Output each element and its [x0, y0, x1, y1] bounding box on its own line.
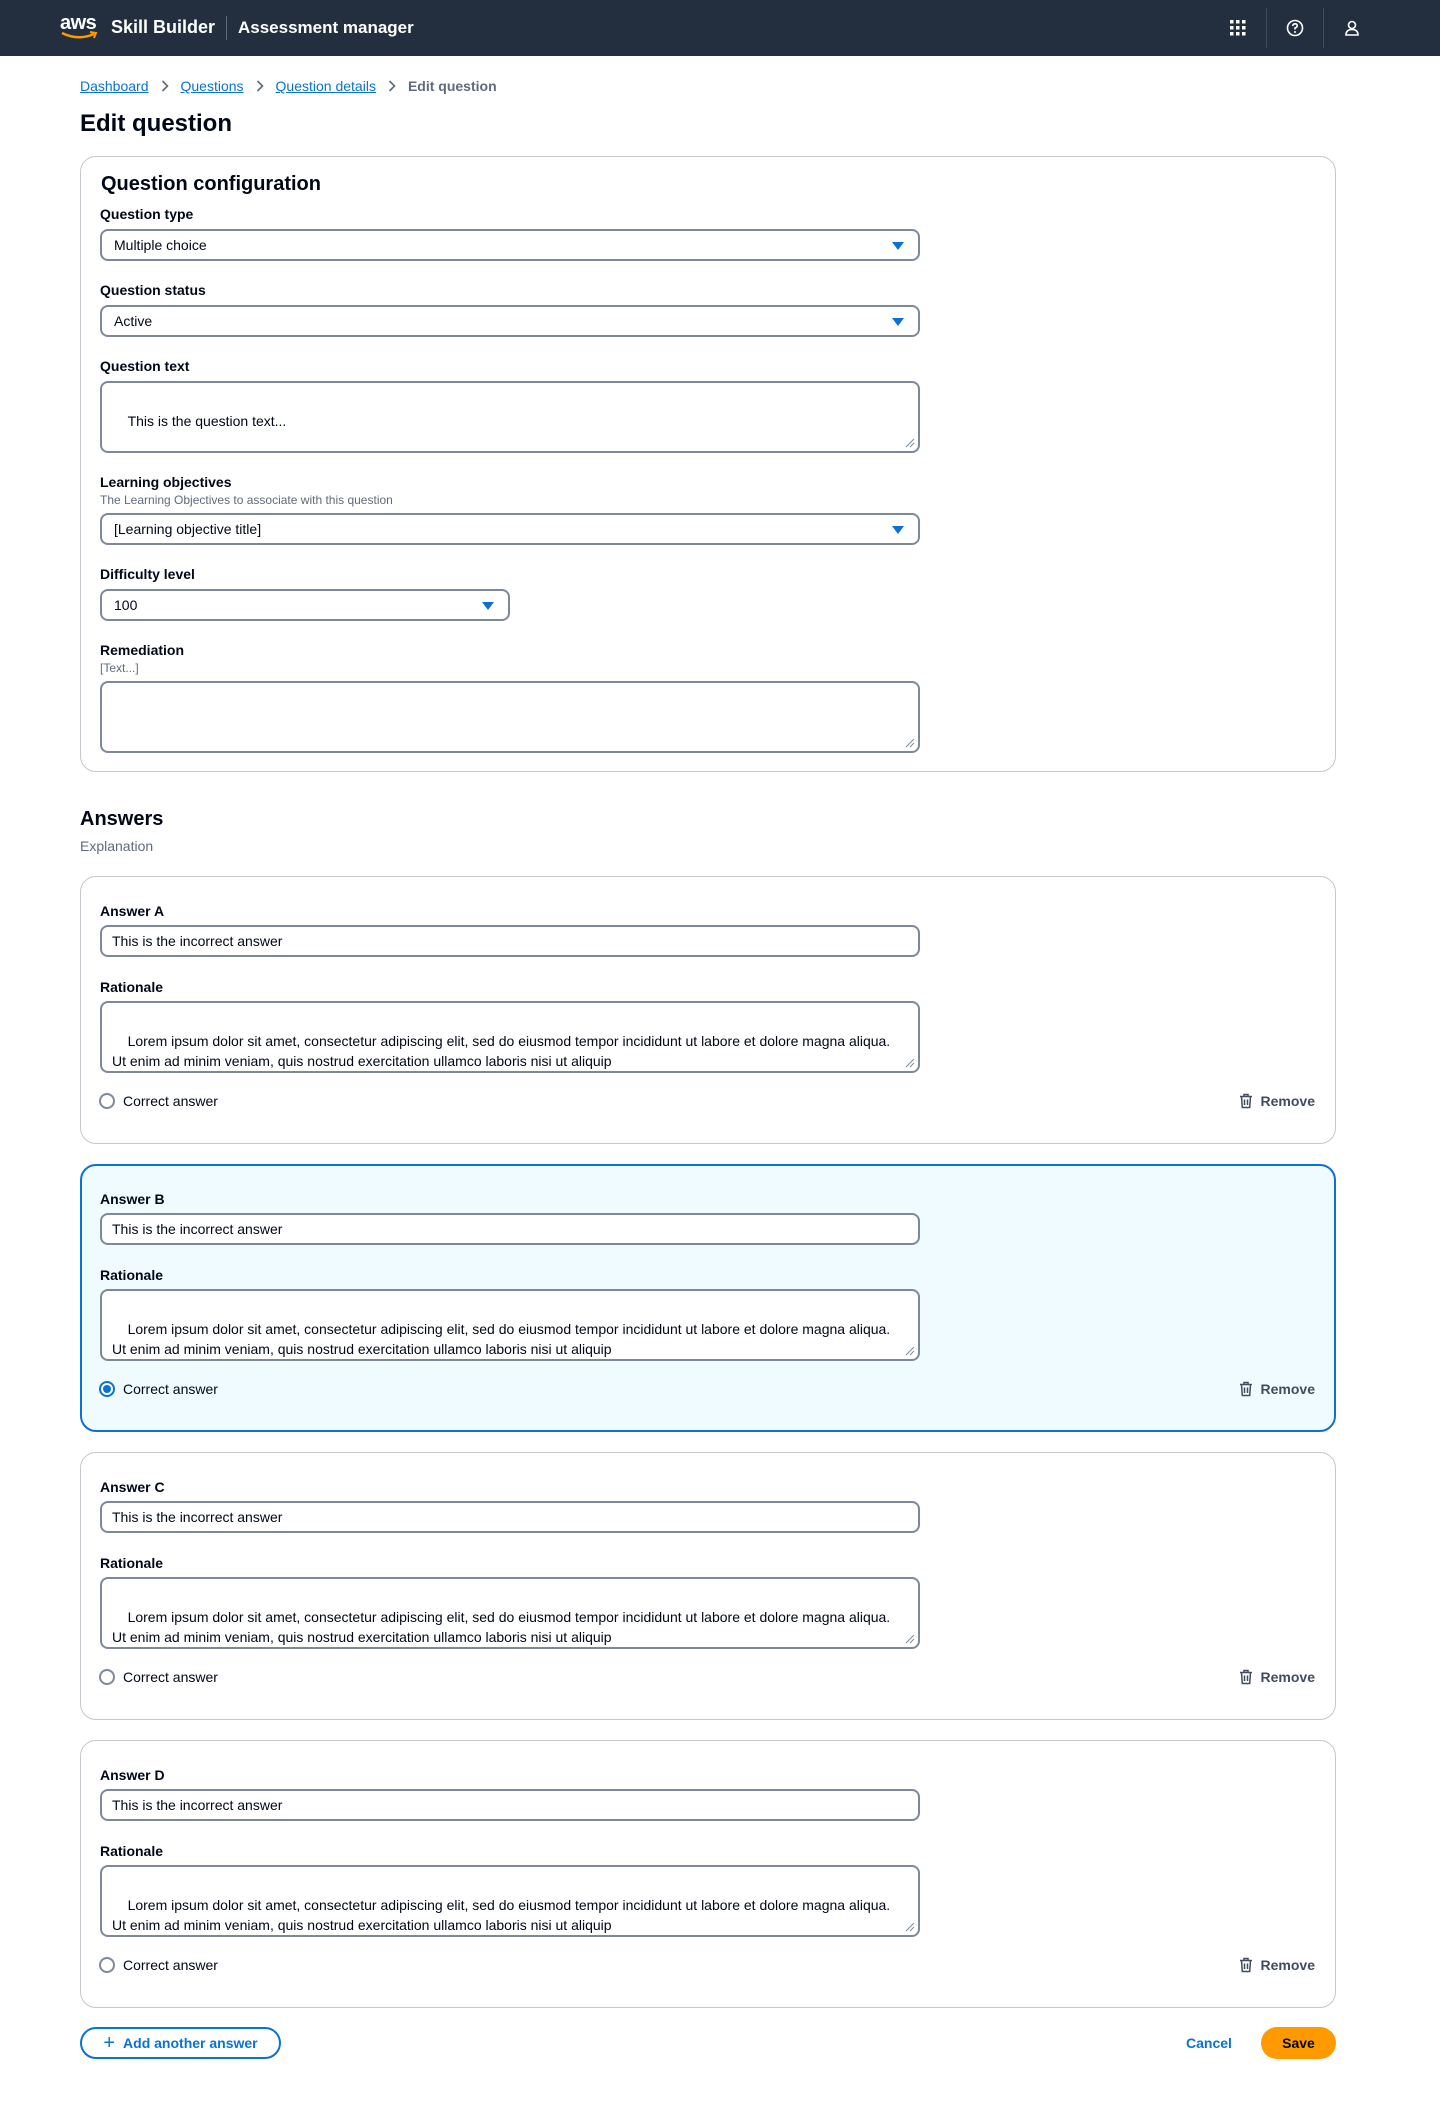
breadcrumb-current: Edit question — [407, 78, 497, 94]
answer-input[interactable] — [100, 1789, 920, 1821]
remove-label: Remove — [1260, 1381, 1315, 1397]
resize-handle-icon[interactable] — [905, 1634, 915, 1644]
answer-value: This is the incorrect answer — [112, 1797, 283, 1813]
remove-label: Remove — [1260, 1669, 1315, 1685]
breadcrumb-questions[interactable]: Questions — [180, 78, 244, 94]
save-button[interactable]: Save — [1261, 2027, 1336, 2059]
help-icon[interactable] — [1283, 16, 1307, 40]
resize-handle-icon[interactable] — [905, 738, 915, 748]
rationale-value: Lorem ipsum dolor sit amet, consectetur adipiscing elit, sed do eiusmod tempor incididunt ut labore et dolore magna aliqua. Ut enim ad minim veniam, quis nostrud exercitation ullamco laboris nisi ut aliquip — [112, 1897, 891, 1933]
remove-button[interactable] — [1239, 1093, 1315, 1109]
rationale-textarea[interactable] — [100, 1865, 920, 1937]
radio-button[interactable] — [99, 1669, 115, 1685]
rationale-value: Lorem ipsum dolor sit amet, consectetur adipiscing elit, sed do eiusmod tempor incididunt ut labore et dolore magna aliqua. Ut enim ad minim veniam, quis nostrud exercitation ullamco laboris nisi ut aliquip — [112, 1321, 891, 1357]
brand-name: Skill Builder — [111, 17, 216, 37]
answers-title: Answers — [80, 808, 164, 830]
trash-icon — [1239, 1381, 1253, 1397]
rationale-value: Lorem ipsum dolor sit amet, consectetur adipiscing elit, sed do eiusmod tempor incididunt ut labore et dolore magna aliqua. Ut enim ad minim veniam, quis nostrud exercitation ullamco laboris nisi ut aliquip — [112, 1033, 891, 1069]
correct-answer-radio[interactable] — [99, 1957, 218, 1973]
remove-button[interactable] — [1239, 1957, 1315, 1973]
nav-separator — [1323, 8, 1324, 48]
question-text-label: Question text — [100, 358, 190, 374]
answer-input[interactable] — [100, 1501, 920, 1533]
answer-label: Answer C — [100, 1479, 165, 1495]
cancel-button[interactable]: Cancel — [1186, 2035, 1232, 2051]
rationale-label: Rationale — [100, 1267, 164, 1283]
nav-separator — [1266, 8, 1267, 48]
answer-input[interactable] — [100, 1213, 920, 1245]
difficulty-level-value: 100 — [114, 597, 138, 613]
aws-smile-icon — [60, 31, 100, 41]
answer-card — [80, 1740, 1336, 2008]
difficulty-level-select[interactable] — [100, 589, 510, 621]
caret-down-icon — [482, 602, 494, 610]
answer-label: Answer A — [100, 903, 165, 919]
remediation-label: Remediation — [100, 642, 185, 658]
caret-down-icon — [892, 242, 904, 250]
question-type-value: Multiple choice — [114, 237, 207, 253]
apps-grid-icon[interactable] — [1226, 16, 1250, 40]
add-answer-label: Add another answer — [123, 2035, 258, 2051]
aws-logo-text: aws — [60, 12, 97, 34]
breadcrumb — [80, 78, 497, 94]
correct-answer-radio[interactable] — [99, 1669, 218, 1685]
remediation-textarea[interactable] — [100, 681, 920, 753]
trash-icon — [1239, 1093, 1253, 1109]
answer-card — [80, 1452, 1336, 1720]
breadcrumb-question-details[interactable]: Question details — [275, 78, 376, 94]
trash-icon — [1239, 1669, 1253, 1685]
resize-handle-icon[interactable] — [905, 438, 915, 448]
correct-answer-label: Correct answer — [123, 1093, 218, 1109]
remove-button[interactable] — [1239, 1381, 1315, 1397]
answer-label: Answer B — [100, 1191, 165, 1207]
trash-icon — [1239, 1957, 1253, 1973]
correct-answer-radio[interactable] — [99, 1093, 218, 1109]
question-configuration-container — [80, 156, 1336, 772]
question-type-select[interactable] — [100, 229, 920, 261]
user-icon[interactable] — [1340, 16, 1364, 40]
question-text-value: This is the question text... — [127, 413, 287, 429]
section-title: Question configuration — [101, 173, 321, 195]
answer-card — [80, 1164, 1336, 1432]
brand-divider — [226, 16, 227, 40]
answer-card — [80, 876, 1336, 1144]
resize-handle-icon[interactable] — [905, 1346, 915, 1356]
caret-down-icon — [892, 526, 904, 534]
question-status-select[interactable] — [100, 305, 920, 337]
aws-logo[interactable] — [60, 13, 100, 41]
correct-answer-label: Correct answer — [123, 1381, 218, 1397]
plus-icon: + — [103, 2032, 116, 2054]
remove-label: Remove — [1260, 1957, 1315, 1973]
resize-handle-icon[interactable] — [905, 1922, 915, 1932]
chevron-right-icon — [161, 80, 169, 92]
difficulty-level-label: Difficulty level — [100, 566, 195, 582]
learning-objectives-select[interactable] — [100, 513, 920, 545]
question-status-value: Active — [114, 313, 153, 329]
chevron-right-icon — [388, 80, 396, 92]
learning-objectives-value: [Learning objective title] — [114, 521, 262, 537]
correct-answer-label: Correct answer — [123, 1669, 218, 1685]
resize-handle-icon[interactable] — [905, 1058, 915, 1068]
radio-button-checked[interactable] — [99, 1381, 115, 1397]
add-another-answer-button[interactable] — [80, 2027, 281, 2059]
answer-label: Answer D — [100, 1767, 165, 1783]
answer-input[interactable] — [100, 925, 920, 957]
answers-subtitle: Explanation — [80, 838, 154, 854]
rationale-textarea[interactable] — [100, 1001, 920, 1073]
rationale-textarea[interactable] — [100, 1577, 920, 1649]
top-navigation — [0, 0, 1440, 56]
rationale-textarea[interactable] — [100, 1289, 920, 1361]
answer-value: This is the incorrect answer — [112, 933, 283, 949]
correct-answer-label: Correct answer — [123, 1957, 218, 1973]
correct-answer-radio[interactable] — [99, 1381, 218, 1397]
app-name: Assessment manager — [238, 18, 414, 37]
radio-button[interactable] — [99, 1957, 115, 1973]
rationale-label: Rationale — [100, 979, 164, 995]
breadcrumb-dashboard[interactable]: Dashboard — [80, 78, 149, 94]
chevron-right-icon — [256, 80, 264, 92]
caret-down-icon — [892, 318, 904, 326]
rationale-label: Rationale — [100, 1843, 164, 1859]
remove-button[interactable] — [1239, 1669, 1315, 1685]
rationale-value: Lorem ipsum dolor sit amet, consectetur adipiscing elit, sed do eiusmod tempor incididunt ut labore et dolore magna aliqua. Ut enim ad minim veniam, quis nostrud exercitation ullamco laboris nisi ut aliquip — [112, 1609, 891, 1645]
question-status-label: Question status — [100, 282, 206, 298]
learning-objectives-label: Learning objectives — [100, 474, 232, 490]
remove-label: Remove — [1260, 1093, 1315, 1109]
rationale-label: Rationale — [100, 1555, 164, 1571]
page-title: Edit question — [80, 110, 232, 137]
answer-value: This is the incorrect answer — [112, 1509, 283, 1525]
answer-value: This is the incorrect answer — [112, 1221, 283, 1237]
question-text-textarea[interactable] — [100, 381, 920, 453]
learning-objectives-description: The Learning Objectives to associate with this question — [100, 493, 393, 507]
remediation-description: [Text...] — [100, 661, 139, 675]
radio-button[interactable] — [99, 1093, 115, 1109]
question-type-label: Question type — [100, 206, 194, 222]
